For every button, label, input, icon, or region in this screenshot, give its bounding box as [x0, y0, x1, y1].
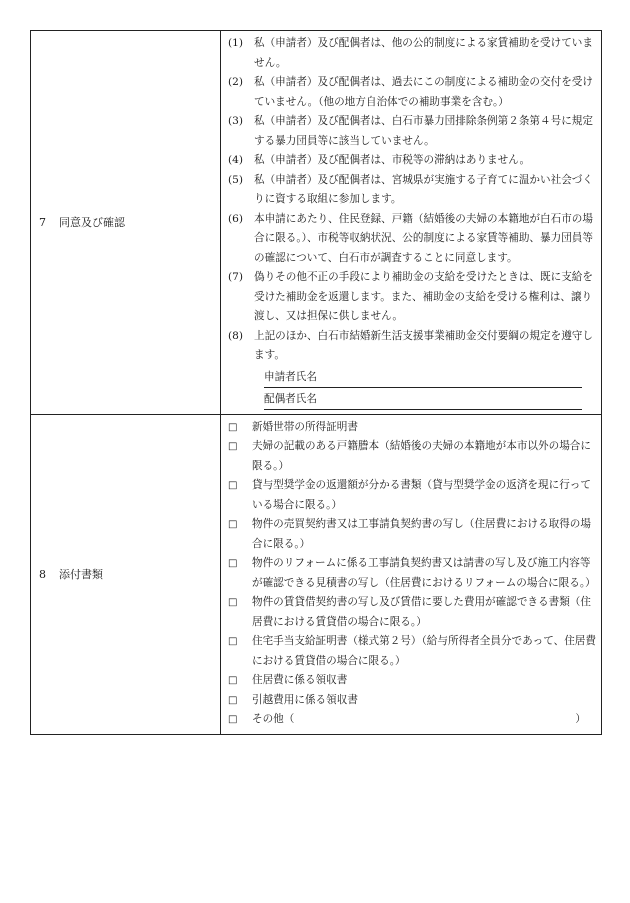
attachment-text: 住宅手当支給証明書（様式第２号）（給与所得者全員分であって、住居費における賃貸借の場合に限る。） [252, 635, 596, 667]
consent-marker: (4) [228, 154, 244, 166]
attachment-text: 住居費に係る領収書 [252, 674, 348, 686]
attachment-item [228, 632, 596, 671]
consent-text: 私（申請者）及び配偶者は、市税等の滞納はありません。 [254, 154, 531, 166]
consent-item-5 [228, 171, 596, 210]
section-7-title: 同意及び確認 [59, 216, 125, 230]
attachment-text: 新婚世帯の所得証明書 [252, 420, 358, 433]
attachment-text: 物件のリフォームに係る工事請負契約書又は請書の写し及び施工内容等が確認できる見積書の写し（住居費におけるリフォームの場合に限る。） [252, 557, 596, 589]
attachment-item [228, 515, 596, 554]
section-8-number: 8 [39, 568, 46, 581]
attachment-text: 貸与型奨学金の返還額が分かる書類（貸与型奨学金の返済を現に行っている場合に限る。） [252, 479, 591, 511]
consent-text: 私（申請者）及び配偶者は、白石市暴力団排除条例第２条第４号に規定する暴力団員等に該当していません。 [254, 115, 593, 147]
consent-item-6 [228, 210, 596, 269]
consent-marker: (6) [228, 212, 244, 225]
attachment-text: 物件の売買契約書又は工事請負契約書の写し（住居費における取得の場合に限る。） [252, 518, 591, 550]
consent-text: 本申請にあたり、住民登録、戸籍（結婚後の夫婦の本籍地が白石市の場合に限る。）、市税等収納状況、公的制度による家賃等補助、暴力団員等の確認について、白石市が調査することに同意します。 [254, 212, 593, 264]
section-8-row [31, 414, 602, 734]
attachment-item-other [228, 710, 596, 730]
consent-text: 私（申請者）及び配偶者は、過去にこの制度による補助金の交付を受けていません。（他の地方自治体での補助事業を含む。） [254, 76, 593, 108]
applicant-name-line[interactable] [264, 368, 582, 388]
section-7-number: 7 [39, 216, 46, 230]
attachment-text: 引越費用に係る領収書 [252, 693, 358, 706]
consent-item-4 [228, 151, 596, 171]
consent-marker: (3) [228, 115, 244, 127]
spouse-name-label: 配偶者氏名 [264, 392, 317, 405]
consent-marker: (1) [228, 37, 244, 49]
consent-item-2 [228, 73, 596, 112]
consent-marker: (2) [228, 76, 244, 88]
section-8-content [221, 414, 602, 734]
other-close: ） [575, 713, 586, 725]
section-7-row [31, 31, 602, 415]
checkbox-icon[interactable]: □ [228, 714, 238, 725]
checkbox-icon[interactable]: □ [228, 636, 238, 647]
checkbox-icon[interactable]: □ [228, 441, 238, 452]
application-form-table [30, 30, 602, 735]
section-7-label [31, 31, 221, 415]
section-8-title: 添付書類 [59, 568, 103, 581]
consent-item-1 [228, 34, 596, 73]
other-field[interactable] [252, 710, 596, 730]
consent-marker: (8) [228, 329, 244, 342]
consent-item-3 [228, 112, 596, 151]
consent-marker: (5) [228, 173, 244, 186]
attachment-item [228, 554, 596, 593]
consent-text: 私（申請者）及び配偶者は、他の公的制度による家賃補助を受けていません。 [254, 37, 593, 69]
attachment-item [228, 418, 596, 438]
section-8-label [31, 414, 221, 734]
checkbox-icon[interactable]: □ [228, 421, 238, 433]
applicant-name-label: 申請者氏名 [264, 370, 317, 383]
attachment-item [228, 476, 596, 515]
spouse-name-line[interactable] [264, 390, 582, 410]
checkbox-icon[interactable]: □ [228, 480, 238, 491]
attachment-item [228, 691, 596, 711]
section-7-content [221, 31, 602, 415]
other-label: その他（ [252, 713, 295, 725]
attachment-text: 夫婦の記載のある戸籍謄本（結婚後の夫婦の本籍地が本市以外の場合に限る。） [252, 440, 591, 472]
consent-text: 私（申請者）及び配偶者は、宮城県が実施する子育てに温かい社会づくりに資する取組に参加します。 [254, 173, 593, 205]
attachment-text: 物件の賃貸借契約書の写し及び賃借に要した費用が確認できる書類（住居費における賃貸借の場合に限る。） [252, 596, 591, 628]
checkbox-icon[interactable]: □ [228, 675, 238, 686]
attachment-item [228, 437, 596, 476]
consent-item-7 [228, 268, 596, 327]
checkbox-icon[interactable]: □ [228, 694, 238, 706]
consent-item-8 [228, 327, 596, 366]
consent-marker: (7) [228, 271, 244, 283]
checkbox-icon[interactable]: □ [228, 597, 238, 608]
attachment-item [228, 593, 596, 632]
consent-text: 偽りその他不正の手段により補助金の支給を受けたときは、既に支給を受けた補助金を返還します。また、補助金の支給を受ける権利は、譲り渡し、又は担保に供しません。 [254, 271, 593, 322]
checkbox-icon[interactable]: □ [228, 558, 238, 569]
consent-text: 上記のほか、白石市結婚新生活支援事業補助金交付要綱の規定を遵守します。 [254, 329, 593, 361]
attachment-item [228, 671, 596, 691]
checkbox-icon[interactable]: □ [228, 519, 238, 530]
